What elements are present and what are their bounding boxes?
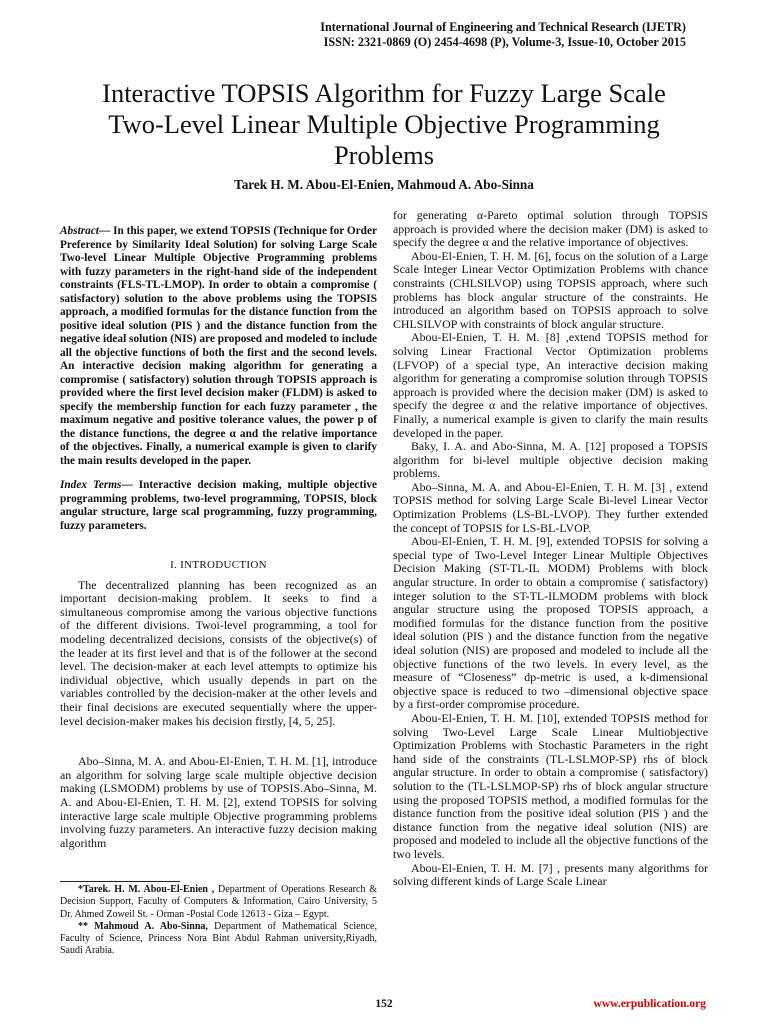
footnote-author: *Tarek. H. M. Abou-El-Enien , [78, 884, 215, 895]
abstract-text: — In this paper, we extend TOPSIS (Technique for Order Preference by Similarity Ideal Solution) for solving Large Scale Two-level Linear Multiple Objective Programming problems with fuzzy parameters in the right-hand side of the independent constraints (FLS-TL-LMOP). In order to obtain a compromise ( satisfactory) solution to the above problems using the TOPSIS approach, a modified formulas for the distance function from the positive ideal solution (PIS ) and the distance function from the negative ideal solution (NIS) are proposed and modeled to include all the objective functions of both the first and the second levels. An interactive decision making algorithm for generating a compromise ( satisfactory) solution through TOPSIS approach is provided where the first level decision maker (FLDM) is asked to specify the membership function for each fuzzy parameter , the maximum negative and positive tolerance values, the power p of the distance functions, the degree α and the relative importance of the objectives. Finally, a numerical example is given to clarify the main results developed in the paper. [60, 225, 377, 467]
footnote [60, 884, 377, 921]
body-paragraph: Abou-El-Enien, T. H. M. [8] ,extend TOPSIS method for solving Linear Fractional Vector Optimization problems (LFVOP) of a special type, An interactive decision making algorithm for generating a compromise solution through TOPSIS approach is provided where the decision maker (DM) is asked to specify the degree α and the relative importance of objectives. Finally, a numerical example is given to clarify the main results developed in the paper. [393, 330, 708, 440]
body-paragraph: Abou-El-Enien, T. H. M. [10], extended TOPSIS method for solving Two-Level Large Scale Linear Multiobjective Optimization Problems with Stochastic Parameters in the right hand side of the constraints (TL-LSLMOP-SP) rhs of block angular structure. In order to obtain a compromise ( satisfactory) solution to the (TL-LSLMOP-SP) rhs of block angular structure using the proposed TOPSIS method, a modified formulas for the distance function from the positive ideal solution (PIS ) and the distance function from the negative ideal solution (NIS) are proposed and modeled to include all the objective functions of the two levels. [393, 710, 708, 861]
body-paragraph: Baky, I. A. and Abo-Sinna, M. A. [12] proposed a TOPSIS algorithm for bi-level multiple objective decision making problems. [393, 439, 708, 481]
page-number: 152 [375, 998, 393, 1010]
section-heading: I. INTRODUCTION [170, 559, 267, 571]
intro-paragraph: The decentralized planning has been recognized as an important decision-making problem. It seeks to find a simultaneous compromise among the various objective functions of the different divisions. Twoi-level programming, a tool for modeling decentralized decisions, consists of the objective(s) of the leader at its first level and that is of the follower at the second level. The decision-maker at each level attempts to optimize his individual objective, which usually depends in part on the variables controlled by the decision-maker at the other levels and their final decisions are executed sequentially where the upper-level decision-maker makes his decision firstly, [4, 5, 25]. [60, 577, 377, 728]
left-column [60, 225, 377, 850]
title-line: Problems [333, 140, 435, 170]
footnote-rule [60, 881, 180, 882]
website-link[interactable]: www.erpublication.org [593, 998, 706, 1010]
index-terms-label: Index Terms [60, 479, 122, 491]
body-paragraph: Abou-El-Enien, T. H. M. [7] , presents many algorithms for solving different kinds of Large Scale Linear [393, 860, 708, 889]
abstract-label: Abstract [60, 225, 99, 237]
title-line: Interactive TOPSIS Algorithm for Fuzzy Large Scale [102, 78, 666, 108]
journal-header [320, 20, 686, 50]
body-paragraph: Abou-El-Enien, T. H. M. [9], extended TOPSIS for solving a special type of Two-Level Integer Linear Multiple Objectives Decision Making (ST-TL-IL MODM) Problems with block angular structure. In order to obtain a compromise ( satisfactory) integer solution to the ST-TL-ILMODM problems with block angular structure using the proposed TOPSIS approach, a modified formulas for the distance function from the positive ideal solution (PIS ) and the distance function from the negative ideal solution (NIS) are proposed and modeled to include all the objective functions of the two levels. In every level, as the measure of “Closeness” dp-metric is used, a k-dimensional objective space is reduced to two –dimensional objective space by a first-order compromise procedure. [393, 534, 708, 712]
index-terms-text: — Interactive decision making, multiple objective programming problems, two-level programming, TOPSIS, block angular structure, large scal programming, fuzzy programming, fuzzy parameters. [60, 479, 378, 532]
journal-name: International Journal of Engineering and Technical Research (IJETR) [320, 20, 686, 34]
title-line: Two-Level Linear Multiple Objective Programming [108, 109, 660, 139]
right-column [393, 209, 708, 889]
footnote-text: Department of Mathematical Science, Faculty of Science, Princess Nora Bint Abdul Rahman university,Riyadh, Saudi Arabia. [60, 920, 377, 957]
intro-paragraph: Abo–Sinna, M. A. and Abou-El-Enien, T. H. M. [1], introduce an algorithm for solving large scale multiple objective decision making (LSMODM) problems by use of TOPSIS.Abo–Sinna, M. A. and Abou-El-Enien, T. H. M. [2], extend TOPSIS for solving interactive large scale multiple Objective programming problems involving fuzzy parameters. An interactive fuzzy decision making algorithm [60, 754, 377, 850]
journal-issn: ISSN: 2321-0869 (O) 2454-4698 (P), Volume-3, Issue-10, October 2015 [323, 35, 686, 49]
paper-title [40, 78, 728, 171]
body-paragraph: Abou-El-Enien, T. H. M. [6], focus on the solution of a Large Scale Integer Linear Vector Optimization Problems with chance constraints (CHLSILVOP) using TOPSIS approach, where such problems has block angular structure of the constraints. He introduced an algorithm based on TOPSIS approach to solve CHLSILVOP with constraints of block angular structure. [393, 248, 708, 331]
abstract [60, 225, 377, 468]
body-paragraph: for generating α-Pareto optimal solution through TOPSIS approach is provided where the decision maker (DM) is asked to specify the degree α and the relative importance of objectives. [393, 208, 708, 250]
footnote-author: ** Mahmoud A. Abo-Sinna, [78, 920, 208, 932]
footnote [60, 921, 377, 958]
authors: Tarek H. M. Abou-El-Enien, Mahmoud A. Abo-Sinna [234, 177, 534, 192]
index-terms [60, 479, 377, 533]
footnotes [60, 881, 377, 958]
body-paragraph: Abo–Sinna, M. A. and Abou-El-Enien, T. H. M. [3] , extend TOPSIS method for solving Large Scale Bi-level Linear Vector Optimization Problems (LS-BL-LVOP). They further extended the concept of TOPSIS for LS-BL-LVOP. [393, 479, 708, 535]
footnote-text: Department of Operations Research & Decision Support, Faculty of Computers & Information, Cairo University, 5 Dr. Ahmed Zoweil St. - Orman -Postal Code 12613 - Giza – Egypt. [60, 884, 377, 920]
